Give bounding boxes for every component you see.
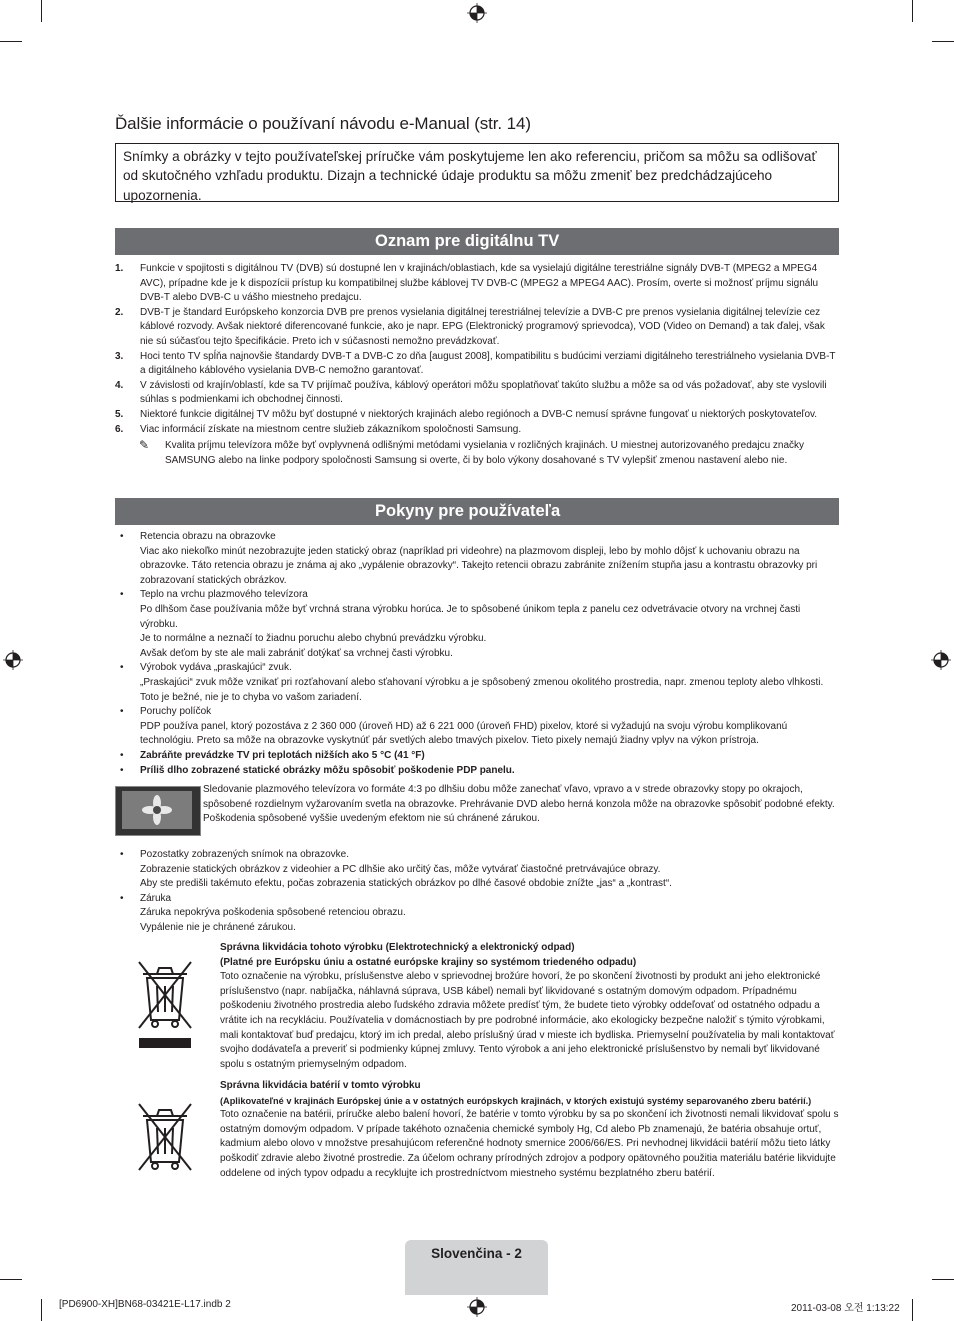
crop-mark [912, 1299, 913, 1321]
pencil-note-icon: ✎ [139, 438, 150, 453]
tv-screen-illustration [115, 786, 201, 836]
battery-disposal-text: Správna likvidácia batérií v tomto výrobku (Aplikovateľné v krajinách Európskej únie a v ostatných európskych krajinách, v ktorých existujú systémy separovaného zberu batérií.) Toto označenie na batérii, príručke alebo balení hovorí, že batérie v tomto výrobku by sa po skončení ich životnosti nemali likvidovať spolu s ostatným domovým odpadom. V prípade takéhoto označenia chemické symboly Hg, Cd alebo Pb znamenajú, že batéria obsahuje ortuť, kadmium alebo olovo v množstve presahujúcom referenčné hodnoty smernice 2006/66/ES. Pri nevhodnej likvidácii batérií môžu tieto látky poškodiť zdravie alebo životné prostredie. Za účelom ochrany prírodných zdrojov a podpory opätovného použitia materiálu batérie likvidujte oddelene od iných typov odpadu a recyklujte ich prostredníctvom miestneho systému bezplatného zberu batérií. [220, 1080, 839, 1179]
list-item: 1. Funkcie v spojitosti s digitálnou TV (DVB) sú dostupné len v krajinách/oblastiach, kde sa vysielajú digitálne terestriálne signály DVB-T (MPEG2 a MPEG4 AVC), prípadne kde je k dispozícii prístup ku kompatibilnej službe káblovej TV DVB-C (MPEG2 a MPEG4 AAC). Prosím, overte si možnosť príjmu signálu DVB-T alebo DVB-C u vášho miestneho predajcu. [115, 263, 819, 304]
list-item: • Poruchy políčok PDP používa panel, ktorý pozostáva z 2 360 000 (úroveň HD) až 6 221 000 (úroveň FHD) pixelov, ktoré si vyžadujú na svoju výrobu komplikovanú technológiu. Preto sa môže na obrazovke vyskytnúť pár svetlých alebo tmavých pixelov. Tieto pixely nemajú žiadny vplyv na výkon prístroja. [120, 706, 788, 747]
weee-disposal-text: Správna likvidácia tohoto výrobku (Elektrotechnický a elektronický odpad) (Platné pre Európsku úniu a ostatné európske krajiny so systémom triedeného odpadu) Toto označenie na výrobku, príslušenstve alebo v sprievodnej brožúre hovorí, že po skončení životnosti by produkt ani jeho elektronické príslušenstvo (napr. nabíjačka, náhlavná súprava, USB kábel) nemali byť likvidované s ostatným domovým odpadom. Prípadnému poškodeniu životného prostredia alebo ľudského zdravia môžete predísť tým, že budete tieto výrobky oddeľovať od ostatného odpadu a vrátite ich na recykláciu. Používatelia v domácnostiach by pre podrobné informácie, ako ekologicky bezpečne naložiť s týmito výrobkami, mali kontaktovať buď predajcu, ktorý im ich predal, alebo príslušný úrad v mieste ich bydliska. Priemyselní používatelia by mali kontaktovať svojho dodávateľa a preveriť si podmienky kúpnej zmluvy. Tento výrobok a ani jeho elektronické príslušenstvo by nemali byť likvidované spolu s ostatným priemyselným odpadom. [220, 942, 835, 1070]
list-item: • Teplo na vrchu plazmového televízora Po dlhšom čase používania môže byť vrchná strana výrobku horúca. Je to spôsobené únikom tepla z panelu cez odvetrávacie otvory na vrchnej časti výrobku. Je to normálne a neznačí to žiadnu poruchu alebo chybnú prevádzku výrobku. Avšak deťom by ste ale mali zabrániť dotýkať sa vrchnej časti výrobku. [120, 589, 801, 659]
section-banner-user-instructions: Pokyny pre používateľa [115, 498, 839, 525]
registration-mark-icon [467, 1297, 487, 1317]
note: ✎ Kvalita príjmu televízora môže byť ovplyvnená odlišnými metódami vysielania v rozličných krajinách. U miestnej autorizovaného predajcu značky SAMSUNG alebo na linke podpory spoločnosti Samsung si overte, či by bolo výkony dosahované s TV vylepšiť zmenou nastavení alebo nie. [139, 438, 805, 466]
crop-mark [932, 41, 954, 42]
list-item: 6. Viac informácií získate na miestnom centre služieb zákazníkom spoločnosti Samsung. [115, 423, 522, 435]
weee-bin-icon [135, 958, 195, 1050]
list-item: • Pozostatky zobrazených snímok na obrazovke. Zobrazenie statických obrázkov z videohier a PC dlhšie ako určitý čas, môže vytvárať čiastočné pretrvávajúce obrazy. Aby ste predišli takémuto efektu, počas zobrazenia statických obrázkov po dlhé časové obdobie znížte „jas“ a „kontrast“. [120, 849, 672, 890]
user-instructions-list [115, 530, 839, 778]
section-banner-digital-tv: Oznam pre digitálnu TV [115, 228, 839, 255]
list-item: • Výrobok vydáva „praskajúci“ zvuk. „Praskajúci“ zvuk môže vznikať pri rozťahovaní alebo sťahovaní výrobku a je spôsobený zmenou okolitého prostredia, napr. zmenou teploty alebo vlhkosti. Toto je bežné, nie je to chyba vo vašom zariadení. [120, 662, 824, 703]
list-item: • Príliš dlho zobrazené statické obrázky môžu spôsobiť poškodenie PDP panelu. [120, 764, 515, 776]
registration-mark-icon [467, 3, 487, 23]
crop-mark [41, 0, 42, 22]
registration-mark-icon [931, 650, 951, 670]
list-item: 4. V závislosti od krajín/oblastí, kde sa TV prijímač používa, káblový operátori môžu spoplatňovať takúto službu a môže sa od vás požadovať, aby ste vyslovili súhlas s podmienkami ich obchodnej činnosti. [115, 379, 827, 406]
crop-mark [41, 1299, 42, 1321]
list-item: 2. DVB-T je štandard Európskeho konzorcia DVB pre prenos vysielania digitálnej terestriálnej televízie a DVB-C pre prenos vysielania digitálnej televízie cez káblové rozvody. Avšak niektoré diferencované funkcie, ako je napr. EPG (Elektronický programový sprievodca), VOD (Video on Demand) a tak ďalej, však nie sú súčasťou tejto špecifikácie. Preto ich v súčasnosti nemožno prevádzkovať. [115, 306, 825, 347]
print-date: 2011-03-08 오전 1:13:22 [791, 1303, 900, 1314]
list-item: 5. Niektoré funkcie digitálnej TV môžu byť dostupné v niektorých krajinách alebo regiónoch a DVB-C nemusí správne fungovať u niektorých poskytovateľov. [115, 408, 818, 420]
registration-mark-icon [3, 650, 23, 670]
page-title: Ďalšie informácie o používaní návodu e-Manual (str. 14) [115, 114, 531, 133]
digital-tv-list [115, 262, 839, 468]
file-info: [PD6900-XH]BN68-03421E-L17.indb 2 [59, 1299, 231, 1310]
crop-mark [0, 41, 22, 42]
crop-mark [0, 1279, 22, 1280]
list-item: 3. Hoci tento TV spĺňa najnovšie štandardy DVB-T a DVB-C zo dňa [august 2008], kompatibilitu s budúcimi verziami digitálneho terestriálneho vysielania DVB-T a digitálneho káblového vysielania DVB-C nemožno garantovať. [115, 350, 836, 377]
disclaimer-box: Snímky a obrázky v tejto používateľskej príručke vám poskytujeme len ako referenciu, pričom sa môžu sa odlišovať od skutočného vzhľadu produktu. Dizajn a technické údaje produktu sa môžu zmeniť bez predchádzajúceho upozornenia. [115, 143, 839, 202]
crop-mark [912, 0, 913, 22]
page-number: Slovenčina - 2 [431, 1246, 522, 1261]
list-item: • Záruka Záruka nepokrýva poškodenia spôsobené retenciou obrazu. Vypálenie nie je chránené zárukou. [120, 892, 406, 933]
list-item: • Retencia obrazu na obrazovke Viac ako niekoľko minút nezobrazujte jeden statický obraz (napríklad pri videohre) na plazmovom displeji, lebo by mohlo dôjsť k uchovaniu obrazu na obrazovke. Táto retencia obrazu je známa aj ako „vypálenie obrazovky“. Takejto retencii obrazu zabránite znížením stupňa jasu a kontrastu obrazovky pri zobrazovaní statických obrázkov. [120, 531, 818, 586]
list-item: • Zabráňte prevádzke TV pri teplotách nižších ako 5 °C (41 °F) [120, 749, 425, 761]
battery-bin-icon [135, 1100, 195, 1172]
crop-mark [932, 1279, 954, 1280]
flower-image-icon [122, 791, 192, 829]
user-instructions-list-2 [115, 848, 839, 936]
tv-text: Sledovanie plazmového televízora vo formáte 4:3 po dlhšiu dobu môže zanechať vľavo, vpravo a v strede obrazovky stopy po okrajoch, spôsobené rozdielnym vyžarovaním svetla na obrazovke. Prehrávanie DVD alebo herná konzola môže na obrazovke spôsobiť podobné efekty. Poškodenia spôsobené vyššie uvedeným efektom nie sú chránené zárukou. [203, 784, 835, 825]
